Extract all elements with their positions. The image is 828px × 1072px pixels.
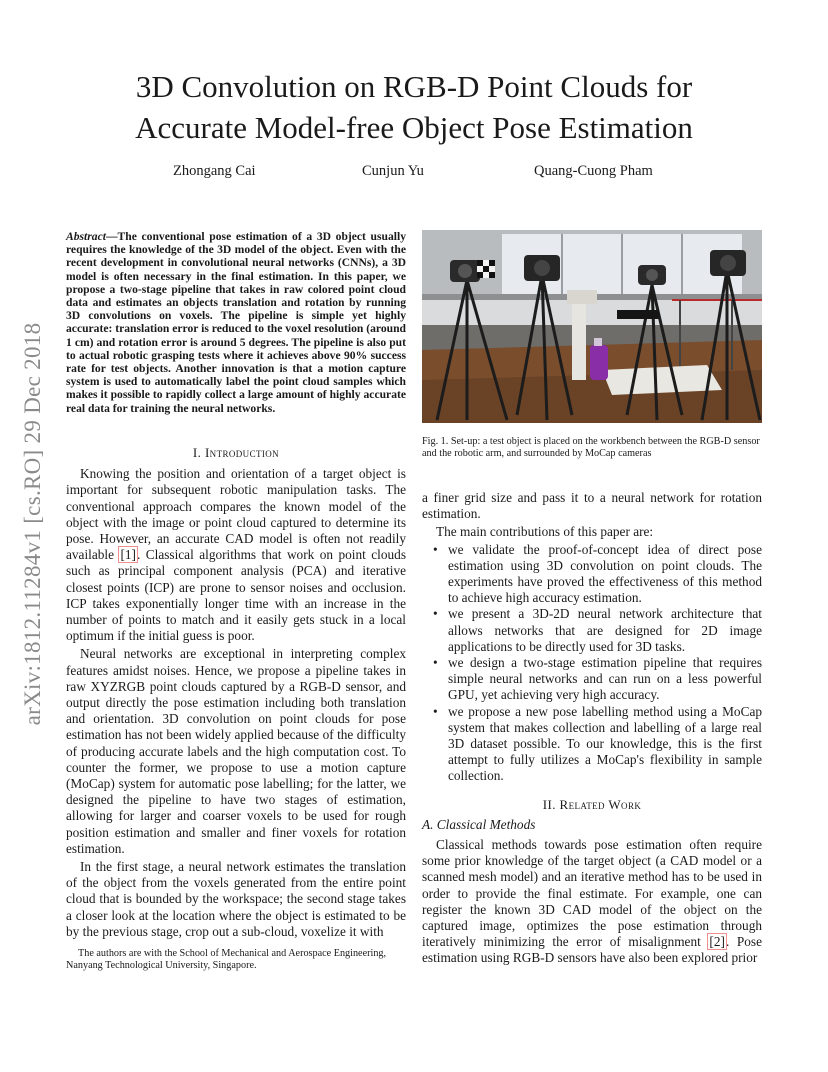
paragraph-text: Knowing the position and orientation of a target object is important for subsequent robotic manipulation tasks. The conventional approach compares the known model of the object with the image or point cloud captured to determine its pose. However, an accurate CAD model is often not readily available xyxy=(66,466,406,563)
list-item xyxy=(422,606,762,655)
setup-photo xyxy=(422,230,762,423)
paper-title-line-2: Accurate Model-free Object Pose Estimation xyxy=(135,110,693,145)
list-item xyxy=(422,655,762,704)
paper-title-line-1: 3D Convolution on RGB-D Point Clouds for xyxy=(135,69,693,104)
bullet-icon: • xyxy=(433,541,438,557)
citation-link[interactable]: [1] xyxy=(120,547,136,563)
paragraph-text: Classical methods towards pose estimation often require some prior knowledge of the target object (a CAD model or a scanned mesh model) and an iterative method has to be used in order to provide the final estimate. For example, one can register the known 3D CAD model of the object on the captured image, optimizes the pose estimation through iteratively minimizing the error of misalignment xyxy=(422,837,762,950)
list-item xyxy=(422,704,762,785)
left-column xyxy=(66,445,406,940)
author-name: Quang-Cuong Pham xyxy=(534,163,653,179)
author-name: Zhongang Cai xyxy=(173,163,256,179)
abstract-body: —The conventional pose estimation of a 3D object usually requires the knowledge of the 3D model of the object. Even with the recent development in convolutional neural networks (CNNs), a 3D model is often necessary in the final estimation. In this paper, we propose a two-stage pipeline that takes in raw colored point cloud data and estimates an objects translation and rotation by running 3D convolutions on voxels. The pipeline is simple yet highly accurate: translation error is reduced to the voxel resolution (around 1 cm) and rotation error is around 5 degrees. The pipeline is also put to actual robotic grasping tests where it achieves above 90% success rate for test objects. Another innovation is that a motion capture system is used to automatically label the point cloud samples which makes it possible to rapidly collect a large amount of highly accurate real data for training the neural networks. xyxy=(66,230,406,415)
author-name: Cunjun Yu xyxy=(362,163,424,179)
subsection-heading: A. Classical Methods xyxy=(422,816,536,832)
contributions-list xyxy=(422,542,762,785)
arxiv-sidebar xyxy=(16,284,50,764)
figure-caption: Fig. 1. Set-up: a test object is placed on the workbench between the RGB-D sensor and the robotic arm, and surrounded by MoCap cameras xyxy=(422,436,760,460)
list-item-text: we propose a new pose labelling method using a MoCap system that makes collection and labelling of a large real 3D dataset possible. To our knowledge, this is the first attempt to fully utilizes a MoCap's flexibility in sample collection. xyxy=(448,703,762,784)
paragraph-text: . Pose estimation using RGB-D sensors have also been explored prior xyxy=(422,934,762,966)
bullet-icon: • xyxy=(433,655,438,671)
footnote: The authors are with the School of Mechanical and Aerospace Engineering, Nanyang Technological University, Singapore. xyxy=(66,948,387,972)
author-list xyxy=(0,163,828,183)
list-item xyxy=(422,542,762,607)
paragraph: The main contributions of this paper are: xyxy=(436,524,654,540)
list-item-text: we design a two-stage estimation pipeline that requires simple neural networks and can run on a less powerful GPU, yet achieving very high accuracy. xyxy=(448,655,762,703)
paragraph-text: . Classical algorithms that work on point clouds such as principal component analysis (PCA) and iterative closest points (ICP) are prone to sensor noises and occlusion. ICP takes exponentially longer time with an increase in the number of points to match and it easily gets stuck in a local optimum if the initial guess is poor. xyxy=(66,547,407,644)
section-heading-introduction: I. Introduction xyxy=(192,445,280,460)
citation-link[interactable]: [2] xyxy=(709,934,725,950)
list-item-text: we present a 3D-2D neural network architecture that allows networks that are designed for 2D image applications to be directly used for 3D tasks. xyxy=(448,606,762,654)
paper-title xyxy=(60,66,768,148)
list-item-text: we validate the proof-of-concept idea of direct pose estimation using 3D convolution on point clouds. The experiments have proved the effectiveness of this method to achieve high accuracy estimation. xyxy=(448,541,762,606)
abstract xyxy=(66,230,406,415)
paragraph: Neural networks are exceptional in interpreting complex features amidst noises. Hence, we propose a pipeline takes in raw XYZRGB point clouds captured by a RGB-D sensor, and output directly the pose estimation including both translation and orientation. 3D convolution on point clouds for pose estimation has not been widely applied because of the difficulty of producing accurate labels and the high computation cost. To counter the former, we propose to use a motion capture (MoCap) system for automatic pose labelling; for the latter, we designed the pipeline to have two stages of estimation, allowing for larger and coarser voxels to be used for rough position estimation and smaller and finer voxels for rotation estimation. xyxy=(66,646,406,856)
paragraph xyxy=(422,837,762,967)
section-heading-related-work: II. Related Work xyxy=(542,796,642,812)
paragraph: a finer grid size and pass it to a neural network for rotation estimation. xyxy=(422,490,762,522)
paragraph: In the first stage, a neural network estimates the translation of the object from the voxels generated from the entire point cloud that is bounded by the workspace; the second stage takes a closer look at the location where the object is estimated to be by the previous stage, crop out a sub-cloud, voxelize it with xyxy=(66,859,406,939)
right-column xyxy=(422,490,762,967)
bullet-icon: • xyxy=(433,703,438,719)
abstract-label: Abstract xyxy=(66,230,106,243)
bullet-icon: • xyxy=(433,606,438,622)
paragraph xyxy=(66,466,406,644)
arxiv-identifier: arXiv:1812.11284v1 [cs.RO] 29 Dec 2018 xyxy=(20,322,45,726)
